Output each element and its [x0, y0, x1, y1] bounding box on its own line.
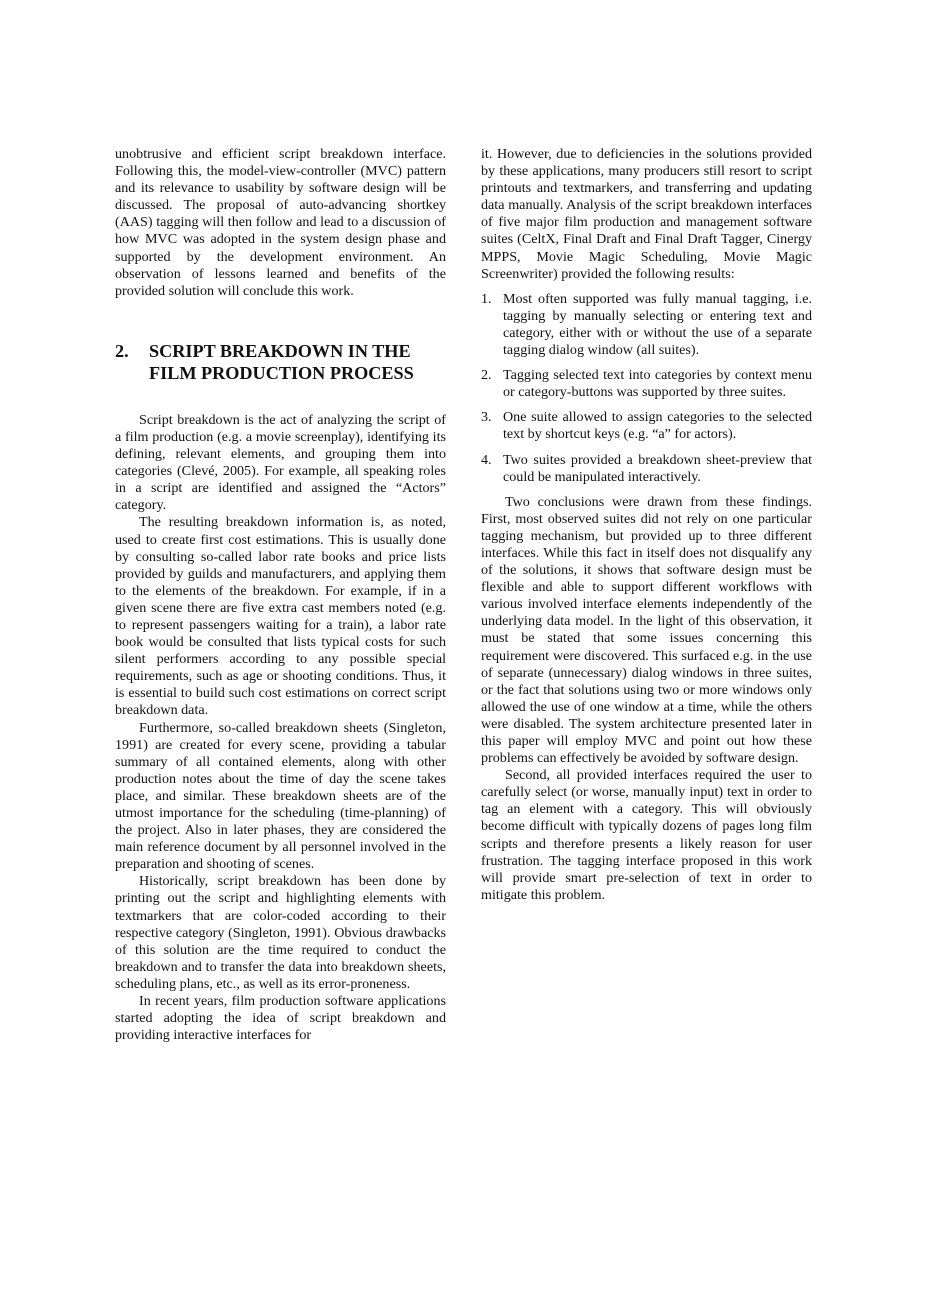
body-paragraph: Second, all provided interfaces required the user to carefully select (or worse, manually input) text in order to tag an element with a category. This will obviously become difficult with typically dozens of pages long film scripts and therefore presents a likely reason for user frustration. The tagging interface proposed in this work will provide smart pre-selection of text in order to mitigate this problem.	[481, 767, 812, 903]
intro-paragraph: it. However, due to deficiencies in the solutions provided by these applications, many producers still resort to script printouts and textmarkers, and transferring and updating data manually. Analysis of the script breakdown interfaces of five major film production and management software suites (CeltX, Final Draft and Final Draft Tagger, Cinergy MPPS, Movie Magic Scheduling, Movie Magic Screenwriter) provided the following results:	[481, 146, 812, 282]
right-column	[481, 146, 812, 904]
list-item-text: Two suites provided a breakdown sheet-preview that could be manipulated interactively.	[503, 451, 812, 485]
body-paragraph: Two conclusions were drawn from these findings. First, most observed suites did not rely on one particular tagging mechanism, but provided up to three different interfaces. While this fact in itself does not disqualify any of the solutions, it shows that software design must be flexible and able to support different workflows with various involved interface elements independently of the underlying data model. In the light of this observation, it must be stated that some issues concerning this requirement were discovered. This surfaced e.g. in the use of separate (unnecessary) dialog windows in three suites, or the fact that solutions using two or more windows only allowed the use of one window at a time, while the others were disabled. The system architecture presented later in this paper will employ MVC and point out how these problems can effectively be avoided by software design.	[481, 493, 812, 767]
findings-list	[481, 291, 812, 486]
list-marker: 2.	[481, 367, 492, 384]
list-item	[481, 452, 812, 486]
list-item	[481, 367, 812, 401]
list-item-text: Tagging selected text into categories by context menu or category-buttons was supported by three suites.	[503, 367, 812, 401]
list-item-text: Most often supported was fully manual tagging, i.e. tagging by manually selecting or entering text and category, either with or without the use of a separate tagging dialog window (all suites).	[503, 290, 812, 359]
list-marker: 3.	[481, 409, 492, 426]
list-item	[481, 409, 812, 443]
list-marker: 1.	[481, 290, 492, 307]
section-heading	[115, 340, 446, 384]
body-paragraph: Furthermore, so-called breakdown sheets (Singleton, 1991) are created for every scene, providing a tabular summary of all contained elements, along with other production notes about the time of day the scene takes place, and similar. These breakdown sheets are of the utmost importance for the scheduling (time-planning) of the project. Also in later phases, they are considered the main reference document by all personnel involved in the preparation and shooting of scenes.	[115, 719, 446, 873]
list-item	[481, 291, 812, 359]
body-paragraph: In recent years, film production software applications started adopting the idea of script breakdown and providing interactive interfaces for	[115, 993, 446, 1044]
body-paragraph: The resulting breakdown information is, as noted, used to create first cost estimations. This is usually done by consulting so-called labor rate books and price lists provided by guilds and manufacturers, and applying them to the elements of the breakdown. For example, if in a given scene there are five extra cast members noted (e.g. to represent passengers waiting for a train), a labor rate book would be consulted that lists typical costs for such silent performers according to any possible special requirements, such as age or shooting conditions. Thus, it is essential to build such cost estimations on correct script breakdown data.	[115, 514, 446, 719]
body-paragraph: Script breakdown is the act of analyzing the script of a film production (e.g. a movie screenplay), identifying its defining, relevant elements, and grouping them into categories (Clevé, 2005). For example, all speaking roles in a script are identified and assigned the “Actors” category.	[115, 411, 446, 514]
body-paragraph: Historically, script breakdown has been done by printing out the script and highlighting elements with textmarkers that are color-coded according to their respective category (Singleton, 1991). Obvious drawbacks of this solution are the time required to conduct the breakdown and to transfer the data into breakdown sheets, scheduling plans, etc., as well as its error-proneness.	[115, 873, 446, 992]
section-number: 2.	[115, 340, 129, 361]
section-title: SCRIPT BREAKDOWN IN THE FILM PRODUCTION PROCESS	[149, 340, 414, 383]
list-item-text: One suite allowed to assign categories to the selected text by shortcut keys (e.g. “a” for actors).	[503, 409, 812, 443]
left-column	[115, 146, 446, 1044]
list-marker: 4.	[481, 451, 492, 468]
intro-paragraph: unobtrusive and efficient script breakdown interface. Following this, the model-view-controller (MVC) pattern and its relevance to usability by software design will be discussed. The proposal of auto-advancing shortkey (AAS) tagging will then follow and lead to a discussion of how MVC was adopted in the system design phase and supported by the development environment. An observation of lessons learned and benefits of the provided solution will conclude this work.	[115, 146, 446, 299]
